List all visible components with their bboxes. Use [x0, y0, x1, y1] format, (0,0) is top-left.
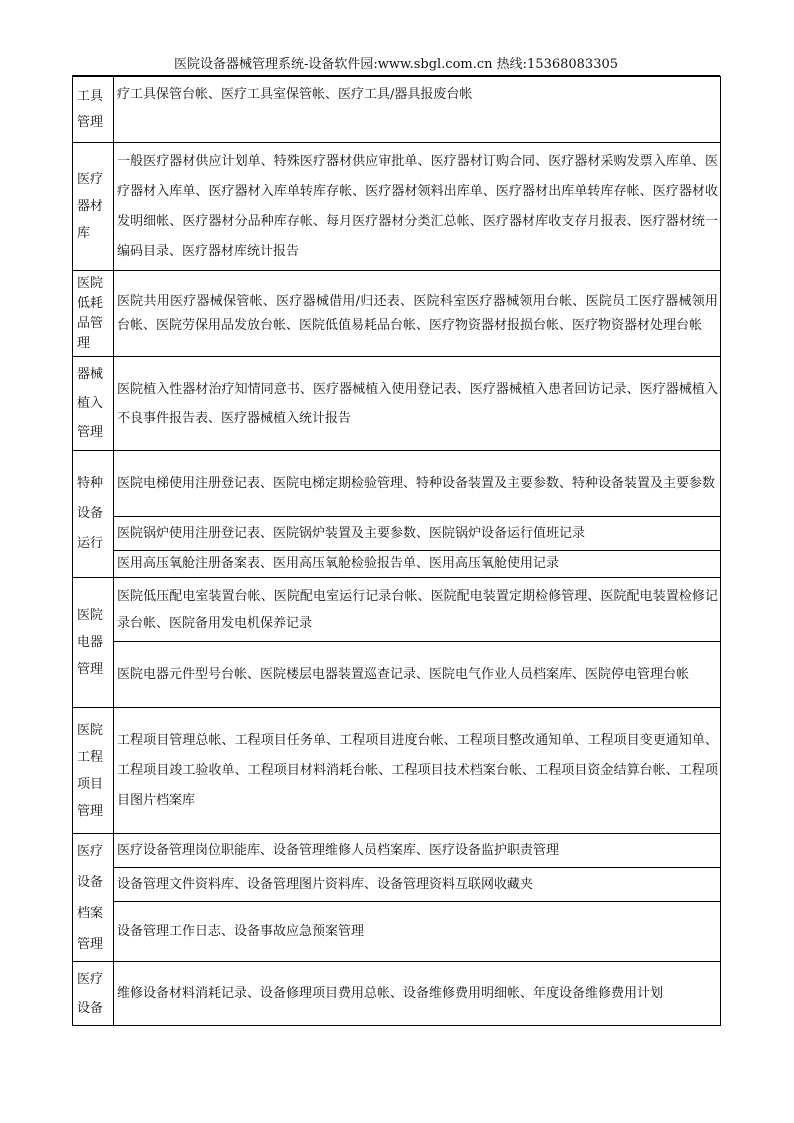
category-label: 医疗 设备 档案 管理 — [77, 843, 104, 952]
content-text: 医院电梯使用注册登记表、医院电梯定期检验管理、特种设备装置及主要参数、特种设备装置及主要参数 — [117, 476, 716, 491]
table-row — [73, 642, 721, 708]
table-row — [73, 357, 721, 451]
content-cell — [114, 357, 721, 451]
content-text: 医院低压配电室装置台帐、医院配电室运行记录台帐、医院配电装置定期检修管理、医院配电装置检修记录台帐、医院备用发电机保养记录 — [117, 588, 718, 631]
table-row — [73, 517, 721, 551]
content-text: 维修设备材料消耗记录、设备修理项目费用总帐、设备维修费用明细帐、年度设备维修费用计划 — [117, 985, 664, 1001]
category-cell — [73, 962, 114, 1026]
content-cell — [114, 578, 721, 642]
content-text: 医用高压氧舱注册备案表、医用高压氧舱检验报告单、医用高压氧舱使用记录 — [117, 556, 560, 571]
category-label: 特种 设备 运行 — [77, 476, 104, 551]
table-row — [73, 708, 721, 834]
category-label: 医院 低耗 品管 理 — [77, 275, 104, 351]
content-cell — [114, 642, 721, 708]
table-row — [73, 834, 721, 868]
category-label: 工具 管理 — [77, 88, 104, 130]
content-cell — [114, 451, 721, 517]
category-cell — [73, 77, 114, 143]
content-cell — [114, 708, 721, 834]
content-cell — [114, 868, 721, 902]
content-text: 医疗设备管理岗位职能库、设备管理维修人员档案库、医疗设备监护职责管理 — [117, 842, 560, 858]
category-cell — [73, 271, 114, 357]
category-cell — [73, 357, 114, 451]
category-cell — [73, 834, 114, 962]
content-text: 医院共用医疗器械保管帐、医疗器械借用/归还表、医院科室医疗器械领用台帐、医院员工医疗器械领用台帐、医院劳保用品发放台帐、医院低值易耗品台帐、医疗物资器材报损台帐、医疗物资器材处理台帐 — [117, 293, 718, 333]
category-cell — [73, 578, 114, 708]
content-cell — [114, 834, 721, 868]
content-cell — [114, 551, 721, 578]
content-text: 医院电器元件型号台帐、医院楼层电器装置巡查记录、医院电气作业人员档案库、医院停电管理台帐 — [117, 667, 690, 682]
table-row — [73, 271, 721, 357]
category-cell — [73, 451, 114, 578]
table-row — [73, 868, 721, 902]
content-cell — [114, 77, 721, 143]
category-label: 医疗 设备 — [77, 971, 104, 1016]
content-cell — [114, 517, 721, 551]
content-text: 疗工具保管台帐、医疗工具室保管帐、医疗工具/器具报废台帐 — [117, 87, 473, 102]
table-row — [73, 578, 721, 642]
category-label: 医院 电器 管理 — [77, 608, 104, 677]
table-row — [73, 77, 721, 143]
content-text: 医院锅炉使用注册登记表、医院锅炉装置及主要参数、医院锅炉设备运行值班记录 — [117, 525, 586, 541]
table-row — [73, 902, 721, 962]
category-label: 医院 工程 项目 管理 — [77, 722, 104, 819]
content-text: 一般医疗器材供应计划单、特殊医疗器材供应审批单、医疗器材订购合同、医疗器材采购发票入库单、医疗器材入库单、医疗器材入库单转库存帐、医疗器材领料出库单、医疗器材出库单转库存帐、医疗器材收发明细帐、医疗器材分品种库存帐、每月医疗器材分类汇总帐、医疗器材库收支存月报表、医疗器材统一编码目录、医疗器材库统计报告 — [117, 153, 718, 259]
category-cell — [73, 143, 114, 271]
category-cell — [73, 708, 114, 834]
content-text: 医院植入性器材治疗知情同意书、医疗器械植入使用登记表、医疗器械植入患者回访记录、医疗器械植入不良事件报告表、医疗器械植入统计报告 — [117, 381, 718, 426]
table-row — [73, 551, 721, 578]
category-label: 医疗 器材 库 — [77, 172, 104, 241]
content-cell — [114, 902, 721, 962]
page-header: 医院设备器械管理系统-设备软件园:www.sbgl.com.cn 热线:15368083305 — [173, 57, 619, 72]
category-label: 器械 植入 管理 — [77, 367, 104, 440]
table-row — [73, 143, 721, 271]
content-cell — [114, 271, 721, 357]
table-row — [73, 451, 721, 517]
content-text: 设备管理文件资料库、设备管理图片资料库、设备管理资料互联网收藏夹 — [117, 876, 534, 892]
table-row — [73, 962, 721, 1026]
module-table — [72, 76, 721, 1026]
content-text: 设备管理工作日志、设备事故应急预案管理 — [117, 923, 365, 939]
content-cell — [114, 143, 721, 271]
content-cell — [114, 962, 721, 1026]
content-text: 工程项目管理总帐、工程项目任务单、工程项目进度台帐、工程项目整改通知单、工程项目变更通知单、工程项目竣工验收单、工程项目材料消耗台帐、工程项目技术档案台帐、工程项目资金结算台帐、工程项目图片档案库 — [117, 732, 718, 808]
